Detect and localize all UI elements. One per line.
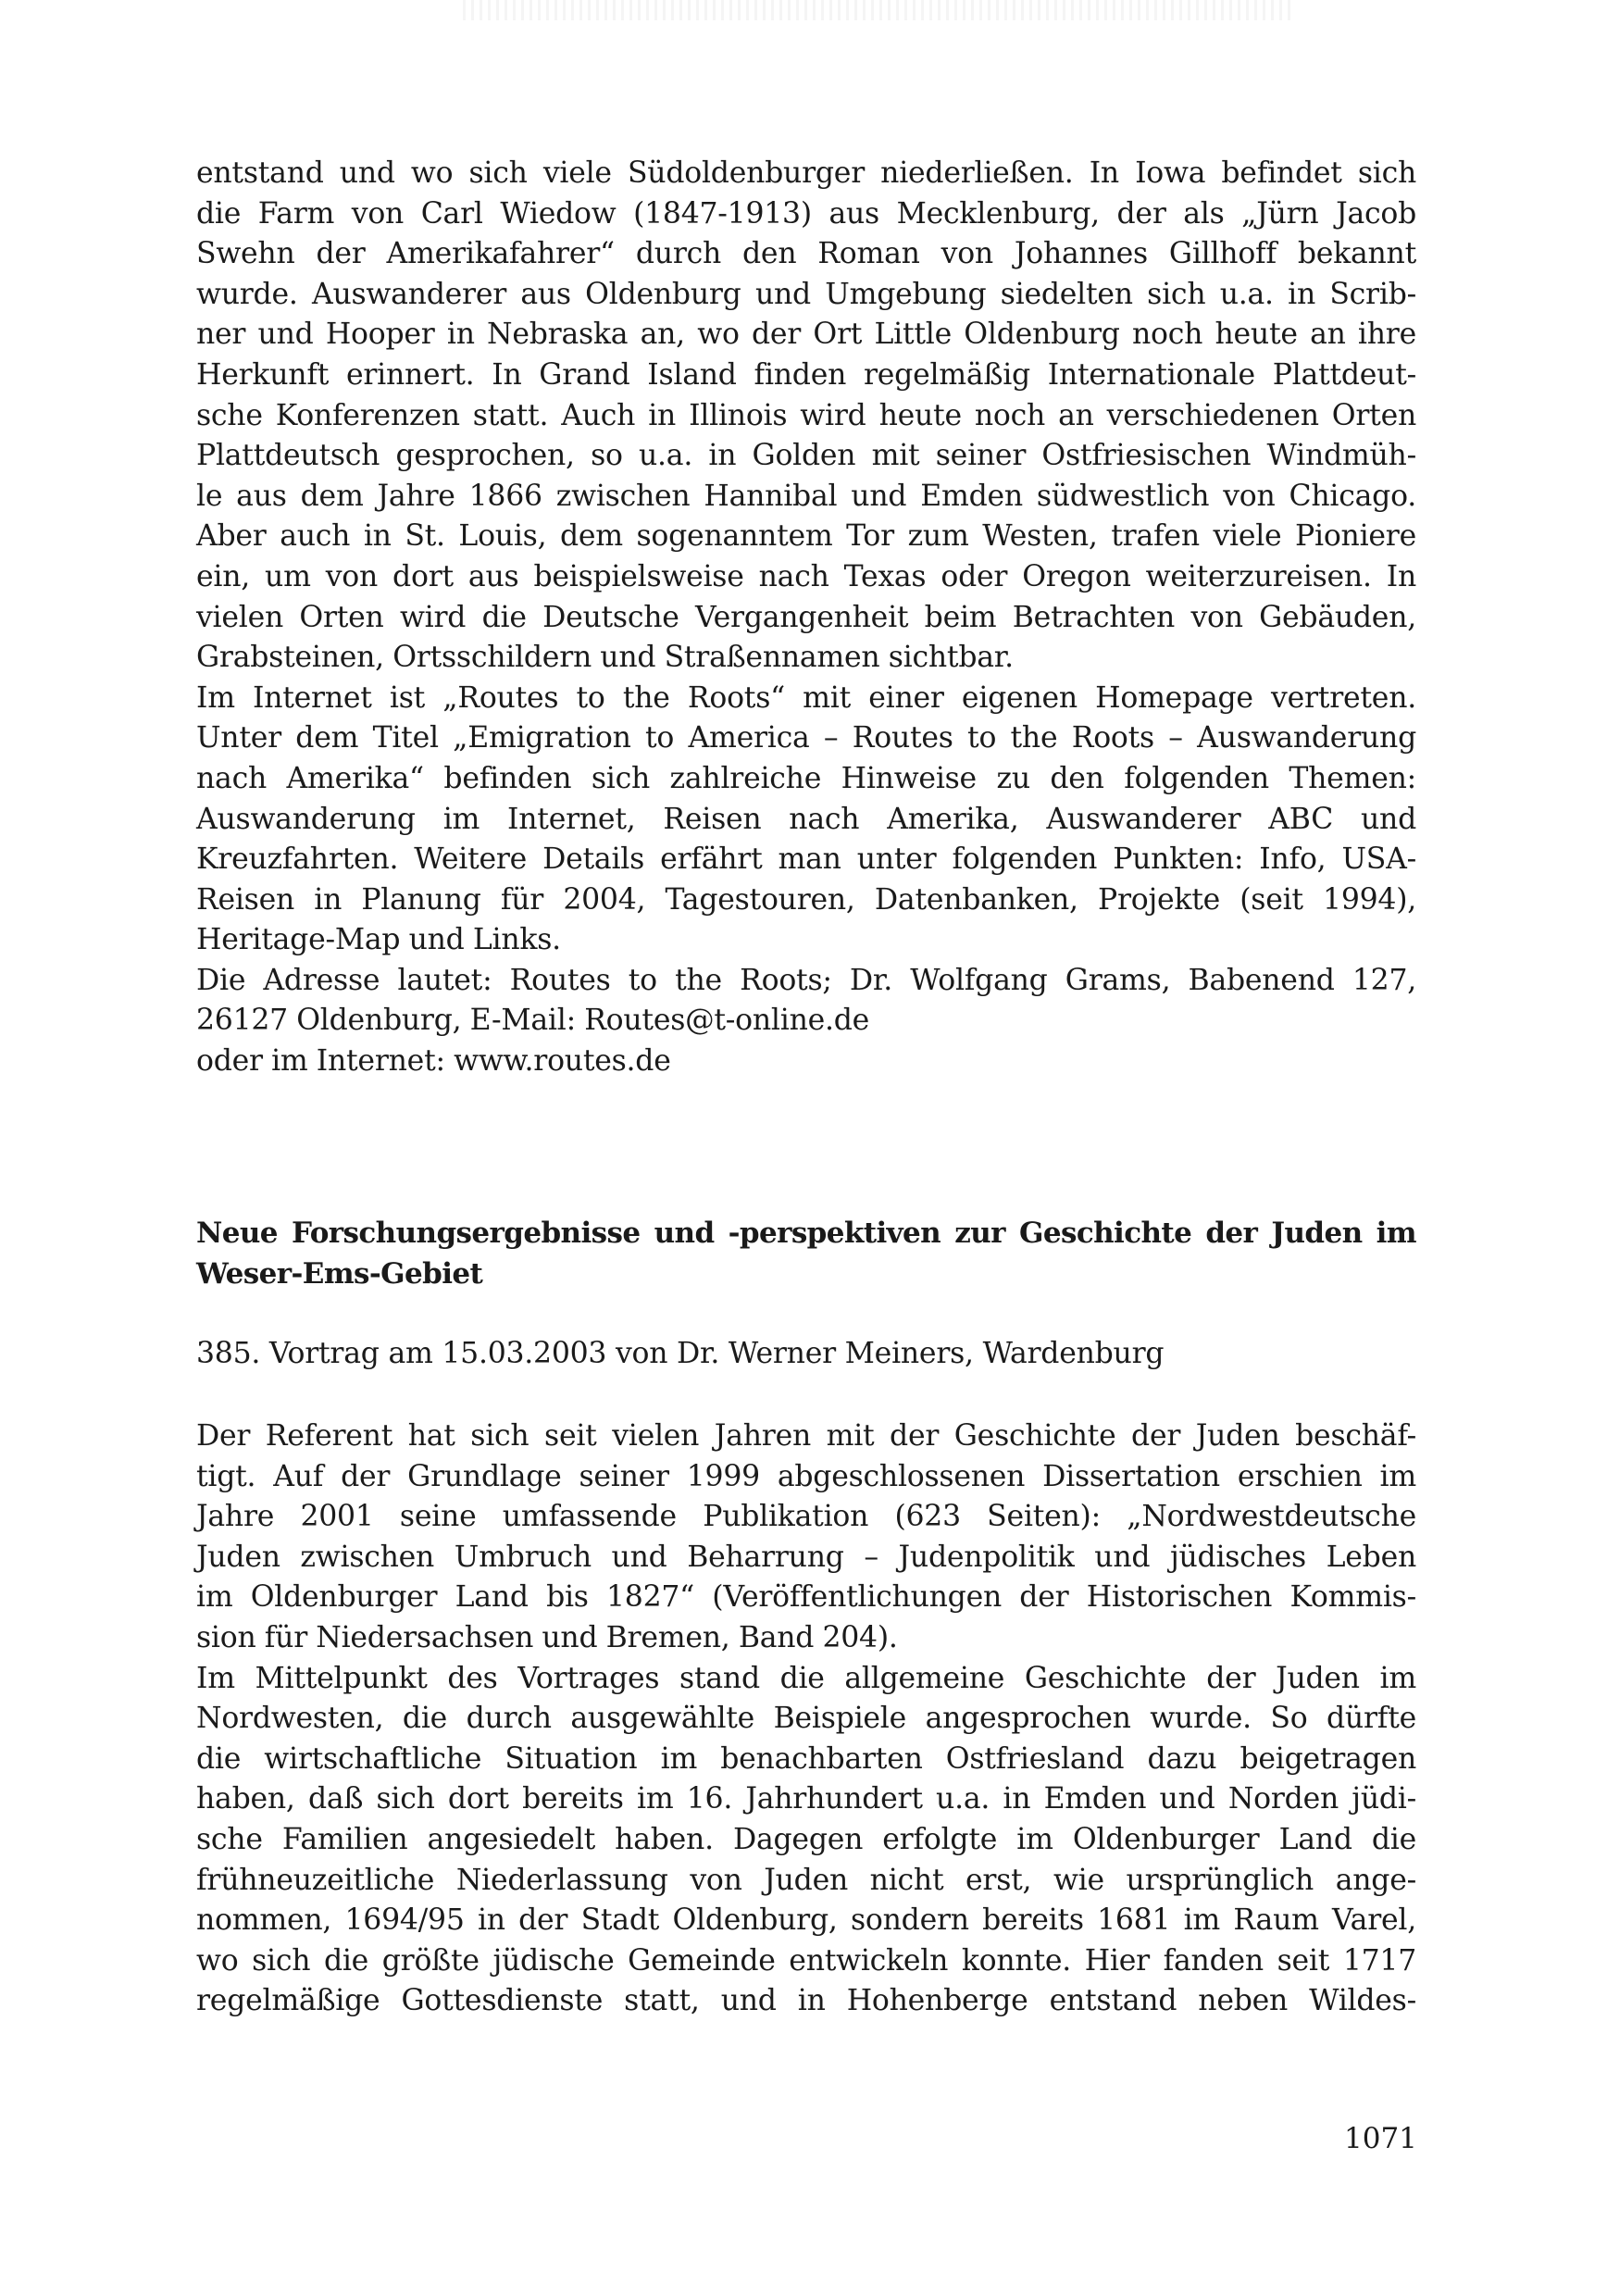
text-line: Swehn der Amerikafahrer“ durch den Roman von Johannes Gillhoff bekannt <box>196 237 1416 271</box>
paragraph-homepage <box>196 679 1416 961</box>
paragraph-referent <box>196 1416 1416 1659</box>
text-line: vielen Orten wird die Deutsche Vergangenheit beim Betrachten von Gebäuden, <box>196 600 1416 634</box>
text-line: Aber auch in St. Louis, dem sogenanntem Tor zum Westen, trafen viele Pioniere <box>196 519 1416 554</box>
lecture-byline: 385. Vortrag am 15.03.2003 von Dr. Werner Meiners, Wardenburg <box>196 1337 1165 1370</box>
text-line: Juden zwischen Umbruch und Beharrung – Judenpolitik und jüdisches Leben <box>196 1540 1416 1574</box>
text-line: Plattdeutsch gesprochen, so u.a. in Golden mit seiner Ostfriesischen Windmüh- <box>196 439 1416 473</box>
text-line: Heritage-Map und Links. <box>196 923 561 957</box>
text-line: Herkunft erinnert. In Grand Island finden regelmäßig Internationale Plattdeut- <box>196 357 1416 392</box>
website-line: oder im Internet: www.routes.de <box>196 1044 671 1079</box>
text-line: sion für Niedersachsen und Bremen, Band 204). <box>196 1620 898 1654</box>
email-line: 26127 Oldenburg, E-Mail: Routes@t-online.de <box>196 1004 870 1038</box>
text-line: nach Amerika“ befinden sich zahlreiche Hinweise zu den folgenden Themen: <box>196 761 1416 795</box>
section-1-body <box>196 154 1416 1082</box>
text-line: entstand und wo sich viele Südoldenburger niederließen. In Iowa befindet sich <box>196 156 1416 190</box>
text-line: Unter dem Titel „Emigration to America – Routes to the Roots – Auswanderung <box>196 721 1416 755</box>
section-2-body <box>196 1416 1416 2022</box>
text-line: regelmäßige Gottesdienste statt, und in Hohenberge entstand neben Wildes- <box>196 1984 1416 2018</box>
text-line: die Farm von Carl Wiedow (1847-1913) aus Mecklenburg, der als „Jürn Jacob <box>196 196 1416 231</box>
text-line: tigt. Auf der Grundlage seiner 1999 abgeschlossenen Dissertation erschien im <box>196 1459 1416 1493</box>
text-line: Im Internet ist „Routes to the Roots“ mit einer eigenen Homepage vertreten. <box>196 680 1416 715</box>
text-line: ein, um von dort aus beispielsweise nach Texas oder Oregon weiterzureisen. In <box>196 559 1416 593</box>
paragraph-emigration-sites <box>196 154 1416 679</box>
text-line: Reisen in Planung für 2004, Tagestouren, Datenbanken, Projekte (seit 1994), <box>196 882 1416 917</box>
text-line: Auswanderung im Internet, Reisen nach Amerika, Auswanderer ABC und <box>196 802 1416 836</box>
text-line: frühneuzeitliche Niederlassung von Juden nicht erst, wie ursprünglich ange- <box>196 1863 1416 1897</box>
text-line: im Oldenburger Land bis 1827“ (Veröffentlichungen der Historischen Kommis- <box>196 1580 1416 1615</box>
text-line: Nordwesten, die durch ausgewählte Beispiele angesprochen wurde. So dürfte <box>196 1702 1416 1736</box>
text-line: haben, daß sich dort bereits im 16. Jahrhundert u.a. in Emden und Norden jüdi- <box>196 1782 1416 1816</box>
text-line: nommen, 1694/95 in der Stadt Oldenburg, sondern bereits 1681 im Raum Varel, <box>196 1903 1416 1938</box>
text-line: wo sich die größte jüdische Gemeinde entwickeln konnte. Hier fanden seit 1717 <box>196 1943 1416 1978</box>
text-line: Im Mittelpunkt des Vortrages stand die allgemeine Geschichte der Juden im <box>196 1661 1416 1695</box>
text-line: Der Referent hat sich seit vielen Jahren mit der Geschichte der Juden beschäf- <box>196 1419 1416 1453</box>
text-line: sche Konferenzen statt. Auch in Illinois wird heute noch an verschiedenen Orten <box>196 398 1416 432</box>
paragraph-address <box>196 961 1416 1082</box>
text-line: wurde. Auswanderer aus Oldenburg und Umgebung siedelten sich u.a. in Scrib- <box>196 277 1416 311</box>
bleed-through-artifact <box>463 0 1296 20</box>
section-heading <box>196 1213 1416 1294</box>
heading-line: Weser-Ems-Gebiet <box>196 1257 483 1291</box>
address-line: Die Adresse lautet: Routes to the Roots; Dr. Wolfgang Grams, Babenend 127, <box>196 963 1416 997</box>
heading-line: Neue Forschungsergebnisse und -perspektiven zur Geschichte der Juden im <box>196 1217 1416 1250</box>
text-line: sche Familien angesiedelt haben. Dagegen erfolgte im Oldenburger Land die <box>196 1822 1416 1856</box>
text-line: le aus dem Jahre 1866 zwischen Hannibal und Emden südwestlich von Chicago. <box>196 479 1416 513</box>
paragraph-lecture-focus <box>196 1659 1416 2022</box>
text-line: ner und Hooper in Nebraska an, wo der Ort Little Oldenburg noch heute an ihre <box>196 318 1416 352</box>
page-number: 1071 <box>1344 2122 1417 2155</box>
text-line: die wirtschaftliche Situation im benachbarten Ostfriesland dazu beigetragen <box>196 1741 1416 1776</box>
text-line: Jahre 2001 seine umfassende Publikation (623 Seiten): „Nordwestdeutsche <box>196 1500 1416 1534</box>
text-line: Kreuzfahrten. Weitere Details erfährt man unter folgenden Punkten: Info, USA- <box>196 842 1416 877</box>
text-line: Grabsteinen, Ortsschildern und Straßennamen sichtbar. <box>196 641 1014 675</box>
